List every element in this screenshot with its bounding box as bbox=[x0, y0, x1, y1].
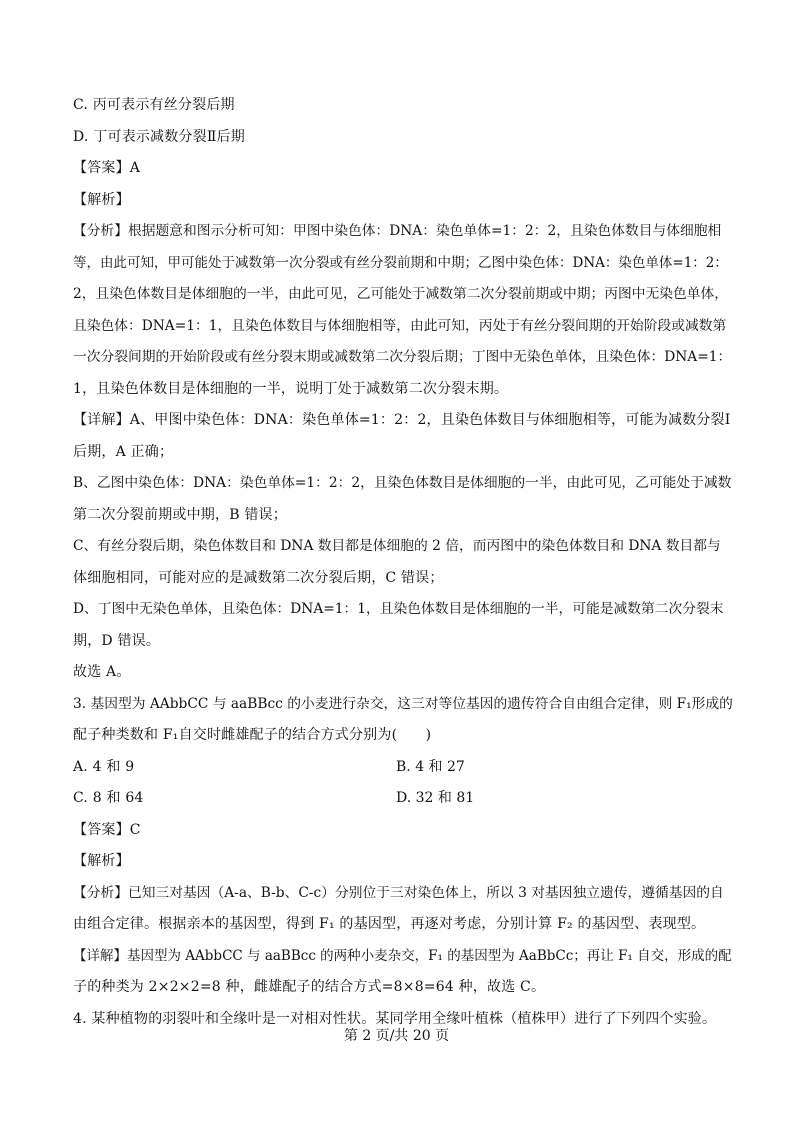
option-d: D. 32 和 81 bbox=[396, 790, 475, 806]
paragraph-line: 子的种类为 2×2×2=8 种，雌雄配子的结合方式=8×8=64 种，故选 C。 bbox=[73, 979, 546, 995]
question-4-stem: 4. 某种植物的羽裂叶和全缘叶是一对相对性状。某同学用全缘叶植株（植株甲）进行了下列四个实验。 bbox=[73, 1011, 717, 1027]
paragraph-line: 一次分裂间期的开始阶段或有丝分裂末期或减数第二次分裂后期；丁图中无染色单体，且染色体：DNA=1： bbox=[73, 349, 732, 365]
paragraph-line: 1，且染色体数目是体细胞的一半，说明丁处于减数第二次分裂末期。 bbox=[73, 381, 509, 397]
paragraph-line: 等，由此可知，甲可能处于减数第一次分裂或有丝分裂前期和中期；乙图中染色体：DNA：染色单体=1：2： bbox=[73, 255, 728, 271]
option-c: C. 8 和 64 bbox=[73, 790, 144, 806]
option-b: B. 4 和 27 bbox=[396, 759, 465, 775]
paragraph-line: 体细胞相同，可能对应的是减数第二次分裂后期，C 错误； bbox=[73, 570, 444, 586]
analysis-heading: 【解析】 bbox=[73, 853, 130, 869]
paragraph-line: 后期，A 正确； bbox=[73, 444, 174, 460]
option-c-text: C. 丙可表示有丝分裂后期 bbox=[73, 97, 235, 113]
answer-label: 【答案】A bbox=[73, 160, 141, 176]
paragraph-line: 期，D 错误。 bbox=[73, 633, 161, 649]
paragraph-line: B、乙图中染色体：DNA：染色单体=1：2：2，且染色体数目是体细胞的一半，由此可见，乙可能处于减数 bbox=[73, 475, 732, 491]
paragraph-line: 故选 A。 bbox=[73, 664, 131, 680]
paragraph-line: 第二次分裂前期或中期，B 错误； bbox=[73, 507, 287, 523]
paragraph-line: 【分析】根据题意和图示分析可知：甲图中染色体：DNA：染色单体=1：2：2，且染色体数目与体细胞相 bbox=[73, 223, 722, 239]
option-d-text: D. 丁可表示减数分裂Ⅱ后期 bbox=[73, 129, 245, 145]
paragraph-line: 【详解】基因型为 AAbbCC 与 aaBBcc 的两种小麦杂交，F₁ 的基因型为 AaBbCc；再让 F₁ 自交，形成的配 bbox=[73, 948, 732, 964]
question-3-stem: 配子种类数和 F₁自交时雌雄配子的结合方式分别为( ) bbox=[73, 727, 432, 743]
paragraph-line: D、丁图中无染色单体，且染色体：DNA=1：1，且染色体数目是体细胞的一半，可能是减数第二次分裂末 bbox=[73, 601, 724, 617]
page-footer: 第 2 页/共 20 页 bbox=[343, 1028, 450, 1044]
paragraph-line: 2，且染色体数目是体细胞的一半，由此可见，乙可能处于减数第二次分裂前期或中期；丙图中无染色单体， bbox=[73, 286, 729, 302]
question-3-stem: 3. 基因型为 AAbbCC 与 aaBBcc 的小麦进行杂交，这三对等位基因的遗传符合自由组合定律，则 F₁形成的 bbox=[73, 696, 733, 712]
analysis-heading: 【解析】 bbox=[73, 192, 130, 208]
paragraph-line: 【详解】A、甲图中染色体：DNA：染色单体=1：2：2，且染色体数目与体细胞相等，可能为减数分裂Ⅰ bbox=[73, 412, 731, 428]
paragraph-line: 由组合定律。根据亲本的基因型，得到 F₁ 的基因型，再逐对考虑，分别计算 F₂ 的基因型、表现型。 bbox=[73, 916, 706, 932]
paragraph-line: C、有丝分裂后期，染色体数目和 DNA 数目都是体细胞的 2 倍，而丙图中的染色体数目和 DNA 数目都与 bbox=[73, 538, 721, 554]
option-a: A. 4 和 9 bbox=[73, 759, 135, 775]
paragraph-line: 且染色体：DNA=1：1，且染色体数目与体细胞相等，由此可知，丙处于有丝分裂间期的开始阶段或减数第 bbox=[73, 318, 727, 334]
paragraph-line: 【分析】已知三对基因（A-a、B-b、C-c）分别位于三对染色体上，所以 3 对基因独立遗传，遵循基因的自 bbox=[73, 885, 724, 901]
answer-label: 【答案】C bbox=[73, 822, 141, 838]
